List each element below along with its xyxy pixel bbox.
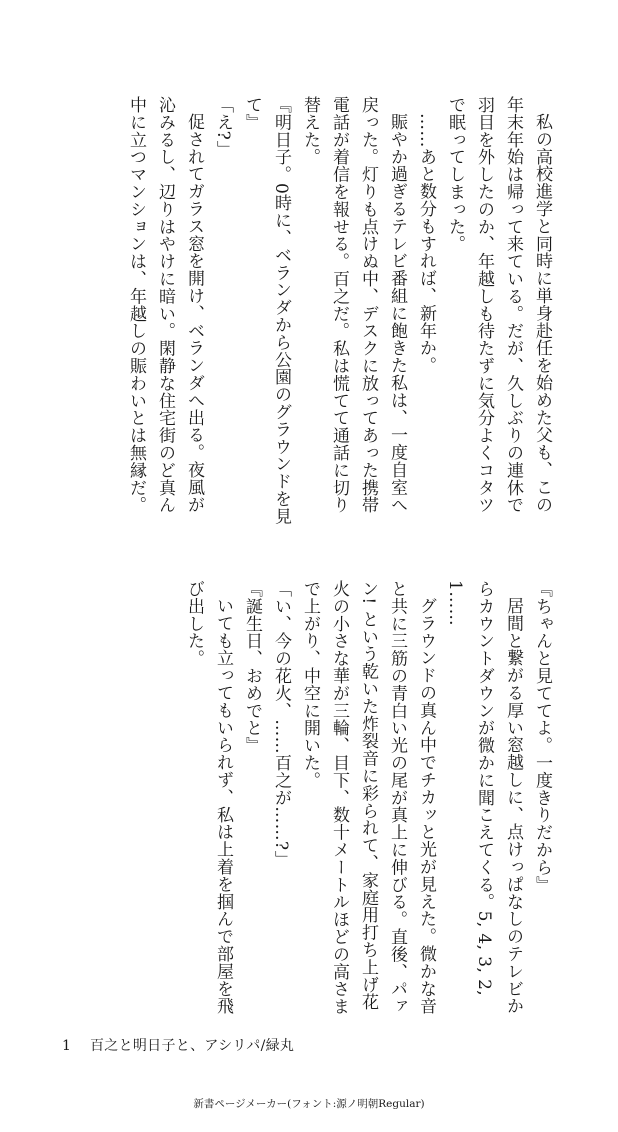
paragraph: 賑やか過ぎるテレビ番組に飽きた私は、一度自室へ戻った。灯りも点けぬ中、デスクに放ってあった携帯電話が着信を報せる。百之だ。私は慌てて通話に切り替えた。 (300, 96, 407, 514)
paragraph: ……あと数分もすれば、新年か。 (416, 113, 436, 374)
book-title: 百之と明日子と、アシリパ/緑丸 (89, 1038, 295, 1054)
dialogue: 「い、今の花火、……百之が……?」 (271, 580, 291, 868)
text-column-bottom (60, 580, 556, 1020)
dialogue: 『明日子。0時に、ベランダから公園のグラウンドを見て』 (242, 96, 291, 525)
dialogue: 『ちゃんと見ててよ。一度きりだから』 (532, 580, 552, 894)
page-footer (62, 1035, 294, 1055)
generator-credit: 新書ページメーカー(フォント:源ノ明朝Regular) (193, 1098, 425, 1110)
paragraph: 居間と繋がる厚い窓越しに、点けっぱなしのテレビからカウントダウンが微かに聞こえてくる。5, 4, 3, 2, 1…… (445, 580, 523, 1015)
paragraph: グラウンドの真ん中でチカッと光が見えた。微かな音と共に三筋の青白い光の尾が真上に伸びる。直後、パァン! という乾いた炸裂音に彩られて、家庭用打ち上げ花火の小さな華が三輪、目下、数十メートルほどの高さまで上がり、中空に開いた。 (300, 580, 436, 1015)
page-number: 1 (62, 1038, 72, 1054)
paragraph: 促されてガラス窓を開け、ベランダへ出る。夜風が沁みるし、辺りはやけに暗い。閑静な住宅街のど真ん中に立つマンションは、年越しの賑わいとは無縁だ。 (126, 96, 204, 514)
paragraph: いても立ってもいられず、私は上着を掴んで部屋を飛び出した。 (184, 580, 233, 1015)
paragraph: 私の高校進学と同時に単身赴任を始めた父も、この年末年始は帰って来ている。だが、久しぶりの連休で羽目を外したのか、年越しも待たずに気分よくコタツで眠ってしまった。 (445, 96, 552, 514)
text-column-top (60, 96, 556, 528)
dialogue: 『誕生日、おめでと』 (242, 580, 262, 754)
dialogue: 「え?」 (213, 96, 233, 158)
